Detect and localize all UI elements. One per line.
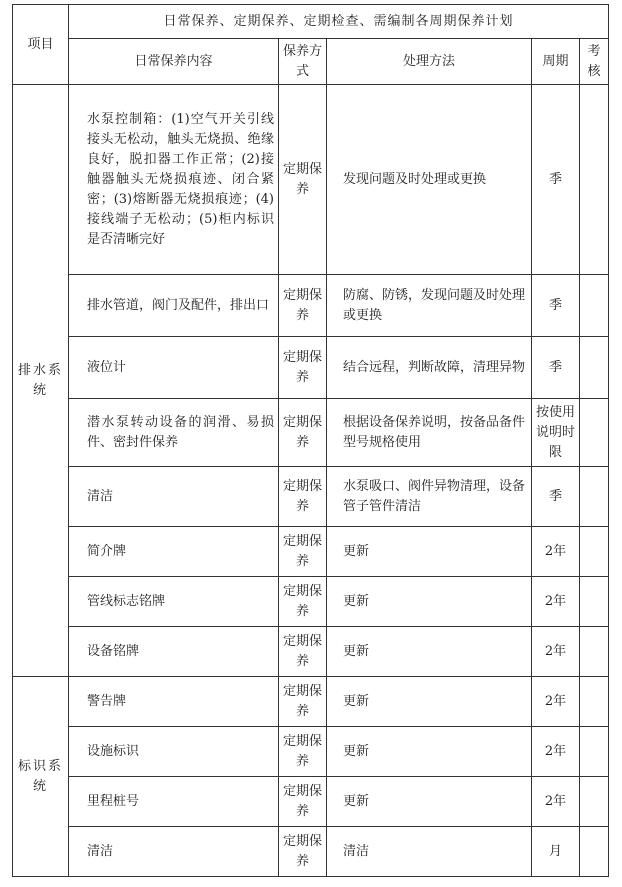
row-cycle: 2年	[532, 777, 580, 827]
row-method: 防腐、防锈，发现问题及时处理或更换	[327, 275, 532, 337]
row-mode: 定期保养	[279, 677, 327, 727]
header-row-columns	[13, 39, 609, 85]
row-cycle: 2年	[532, 627, 580, 677]
row-check	[580, 275, 609, 337]
table-row	[13, 85, 609, 275]
header-row-plan	[13, 5, 609, 39]
row-mode: 定期保养	[279, 627, 327, 677]
row-check	[580, 577, 609, 627]
maintenance-plan-table	[12, 4, 609, 877]
table-row	[13, 275, 609, 337]
row-method: 更新	[327, 527, 532, 577]
table-row	[13, 827, 609, 877]
row-mode: 定期保养	[279, 275, 327, 337]
row-check	[580, 627, 609, 677]
row-mode: 定期保养	[279, 85, 327, 275]
row-content: 警告牌	[69, 677, 279, 727]
row-check	[580, 467, 609, 527]
header-check: 考核	[580, 39, 609, 85]
table-row	[13, 577, 609, 627]
row-content: 设备铭牌	[69, 627, 279, 677]
row-content: 简介牌	[69, 527, 279, 577]
row-cycle: 2年	[532, 727, 580, 777]
row-content: 水泵控制箱：(1)空气开关引线接头无松动，触头无烧损、绝缘良好，脱扣器工作正常；(2)接触器触头无烧损痕迹、闭合紧密；(3)熔断器无烧损痕迹；(4)接线端子无松动；(5)柜内标识是否清晰完好	[69, 85, 279, 275]
row-mode: 定期保养	[279, 577, 327, 627]
row-method: 更新	[327, 627, 532, 677]
group-name-signage: 标识系统	[13, 677, 69, 877]
row-check	[580, 85, 609, 275]
header-cycle: 周期	[532, 39, 580, 85]
row-cycle: 2年	[532, 527, 580, 577]
table-row	[13, 399, 609, 467]
row-check	[580, 727, 609, 777]
row-cycle: 季	[532, 275, 580, 337]
row-method: 发现问题及时处理或更换	[327, 85, 532, 275]
row-method: 更新	[327, 777, 532, 827]
row-mode: 定期保养	[279, 527, 327, 577]
table-row	[13, 467, 609, 527]
row-cycle: 季	[532, 337, 580, 399]
row-content: 排水管道，阀门及配件，排出口	[69, 275, 279, 337]
row-mode: 定期保养	[279, 777, 327, 827]
row-content: 潜水泵转动设备的润滑、易损件、密封件保养	[69, 399, 279, 467]
row-mode: 定期保养	[279, 467, 327, 527]
row-cycle: 按使用说明时限	[532, 399, 580, 467]
row-content: 里程桩号	[69, 777, 279, 827]
row-cycle: 月	[532, 827, 580, 877]
row-content: 管线标志铭牌	[69, 577, 279, 627]
row-cycle: 季	[532, 467, 580, 527]
row-mode: 定期保养	[279, 827, 327, 877]
row-mode: 定期保养	[279, 337, 327, 399]
row-content: 液位计	[69, 337, 279, 399]
row-cycle: 2年	[532, 577, 580, 627]
row-cycle: 2年	[532, 677, 580, 727]
row-method: 结合远程，判断故障，清理异物	[327, 337, 532, 399]
row-check	[580, 399, 609, 467]
row-method: 更新	[327, 727, 532, 777]
row-method: 更新	[327, 677, 532, 727]
header-plan-title: 日常保养、定期保养、定期检查、需编制各周期保养计划	[69, 5, 609, 39]
header-item: 项目	[13, 5, 69, 85]
row-method: 根据设备保养说明，按备品备件型号规格使用	[327, 399, 532, 467]
table-row	[13, 627, 609, 677]
row-check	[580, 527, 609, 577]
row-method: 水泵吸口、阀件异物清理，设备管子管件清洁	[327, 467, 532, 527]
header-method: 处理方法	[327, 39, 532, 85]
table-row	[13, 527, 609, 577]
group-name-drainage: 排水系统	[13, 85, 69, 677]
row-check	[580, 777, 609, 827]
row-check	[580, 827, 609, 877]
table-row	[13, 727, 609, 777]
table-row	[13, 777, 609, 827]
row-check	[580, 677, 609, 727]
row-mode: 定期保养	[279, 399, 327, 467]
row-content: 设施标识	[69, 727, 279, 777]
row-content: 清洁	[69, 467, 279, 527]
row-content: 清洁	[69, 827, 279, 877]
header-mode: 保养方式	[279, 39, 327, 85]
row-mode: 定期保养	[279, 727, 327, 777]
row-cycle: 季	[532, 85, 580, 275]
table-row	[13, 337, 609, 399]
row-method: 更新	[327, 577, 532, 627]
header-content: 日常保养内容	[69, 39, 279, 85]
table-row	[13, 677, 609, 727]
row-check	[580, 337, 609, 399]
row-method: 清洁	[327, 827, 532, 877]
